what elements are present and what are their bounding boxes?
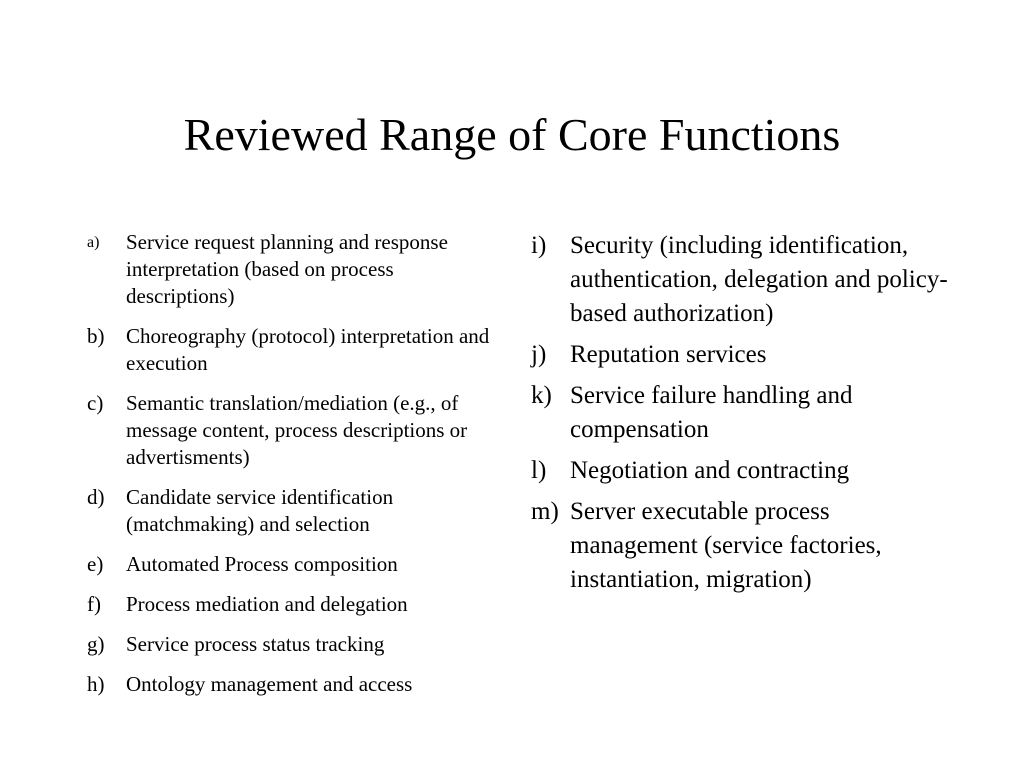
list-item: [531, 495, 951, 597]
list-item: [87, 229, 497, 310]
list-item: [531, 454, 951, 488]
list-item-text: Service failure handling and compensation: [570, 382, 853, 443]
list-item-text: Security (including identification, authentication, delegation and policy-based authorization): [570, 232, 948, 327]
list-marker: a): [87, 234, 100, 251]
list-item: [87, 551, 497, 578]
list-item-text: Service request planning and response interpretation (based on process descriptions): [126, 230, 448, 308]
list-marker: l): [531, 457, 547, 484]
list-item: [531, 229, 951, 331]
list-marker: d): [87, 485, 105, 509]
list-marker: g): [87, 632, 105, 656]
list-item: [87, 390, 497, 471]
list-item-text: Candidate service identification (matchmaking) and selection: [126, 485, 394, 536]
list-item: [87, 591, 497, 618]
list-item: [87, 631, 497, 658]
list-marker: i): [531, 232, 547, 259]
list-marker: h): [87, 672, 105, 696]
list-marker: c): [87, 391, 104, 415]
list-item-text: Choreography (protocol) interpretation and execution: [126, 324, 490, 375]
list-marker: f): [87, 592, 101, 616]
list-item: [87, 671, 497, 698]
list-item-text: Negotiation and contracting: [570, 457, 850, 484]
list-marker: k): [531, 382, 552, 409]
list-item-text: Service process status tracking: [126, 632, 385, 656]
list-item-text: Ontology management and access: [126, 672, 413, 696]
slide-title: Reviewed Range of Core Functions: [183, 109, 841, 160]
list-item: [531, 379, 951, 447]
list-item-text: Automated Process composition: [126, 552, 398, 576]
right-function-list: [531, 229, 951, 604]
list-item-text: Reputation services: [570, 341, 767, 368]
list-item-text: Server executable process management (service factories, instantiation, migration): [570, 498, 882, 593]
list-marker: j): [531, 341, 547, 368]
list-item-text: Semantic translation/mediation (e.g., of message content, process descriptions or advertisments): [126, 391, 468, 469]
list-marker: b): [87, 324, 105, 348]
left-function-list: [87, 229, 497, 711]
list-item: [87, 484, 497, 538]
list-item: [531, 338, 951, 372]
list-item: [87, 323, 497, 377]
list-marker: m): [531, 498, 559, 525]
list-item-text: Process mediation and delegation: [126, 592, 408, 616]
list-marker: e): [87, 552, 104, 576]
